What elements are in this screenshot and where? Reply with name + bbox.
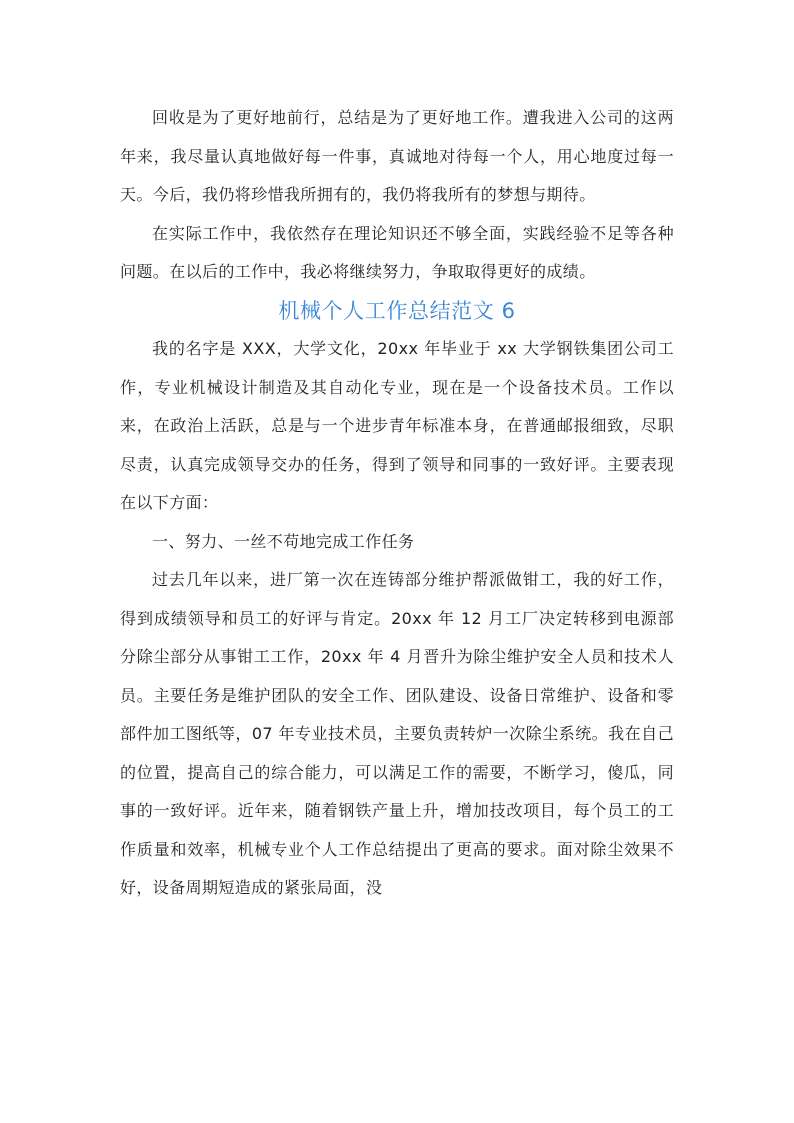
document-page	[120, 99, 674, 908]
paragraph-work-history: 过去几年以来，进厂第一次在连铸部分维护帮派做钳工，我的好工作，得到成绩领导和员工的好评与肯定。20xx 年 12 月工厂决定转移到电源部分除尘部分从事钳工工作，20xx 年 4 月晋升为除尘维护安全人员和技术人员。主要任务是维护团队的安全工作、团队建设、设备日常维护、设备和零部件加工图纸等，07 年专业技术员，主要负责转炉一次除尘系统。我在自己的位置，提高自己的综合能力，可以满足工作的需要，不断学习，傻瓜，同事的一致好评。近年来，随着钢铁产量上升，增加技改项目，每个员工的工作质量和效率，机械专业个人工作总结提出了更高的要求。面对除尘效果不好，设备周期短造成的紧张局面，没	[120, 570, 674, 897]
section-heading: 机械个人工作总结范文 6	[278, 298, 516, 323]
paragraph-self-introduction: 我的名字是 XXX，大学文化，20xx 年毕业于 xx 大学钢铁集团公司工作，专业机械设计制造及其自动化专业，现在是一个设备技术员。工作以来，在政治上活跃，总是与一个进步青年标准本身，在普通邮报细致，尽职尽责，认真完成领导交办的任务，得到了领导和同事的一致好评。主要表现在以下方面：	[120, 339, 674, 512]
paragraph-subheading: 一、努力、一丝不苟地完成工作任务	[152, 531, 415, 551]
paragraph-intro-reflection: 回收是为了更好地前行，总结是为了更好地工作。遭我进入公司的这两年来，我尽量认真地做好每一件事，真诚地对待每一个人，用心地度过每一天。今后，我仍将珍惜我所拥有的，我仍将我所有的梦想与期待。	[120, 108, 674, 204]
paragraph-shortcomings: 在实际工作中，我依然存在理论知识还不够全面，实践经验不足等各种问题。在以后的工作中，我必将继续努力，争取取得更好的成绩。	[120, 223, 674, 281]
